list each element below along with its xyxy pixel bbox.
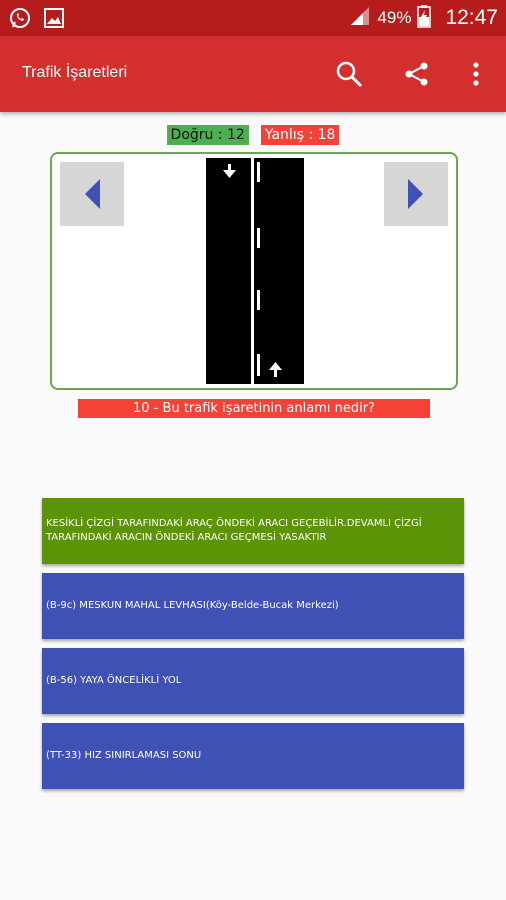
whatsapp-icon <box>8 6 32 34</box>
page-title: Trafik İşaretleri <box>22 64 128 81</box>
gallery-icon <box>42 6 66 34</box>
app-toolbar <box>0 36 506 112</box>
road-markings-icon <box>206 158 304 384</box>
clock: 12:47 <box>445 6 498 29</box>
correct-count: Doğru : 12 <box>167 125 249 145</box>
answer-text: (TT-33) HIZ SINIRLAMASI SONU <box>46 750 202 761</box>
question-text: 10 - Bu trafik işaretinin anlamı nedir? <box>78 399 430 418</box>
answer-text: (B-9c) MESKUN MAHAL LEVHASI(Köy-Belde-Bucak Merkezi) <box>46 600 339 611</box>
search-icon[interactable] <box>331 56 367 92</box>
signal-icon <box>349 5 371 31</box>
battery-percent: 49% <box>377 8 412 27</box>
status-bar <box>0 0 506 36</box>
answer-option-1[interactable] <box>42 498 464 564</box>
system-icons <box>349 0 498 36</box>
chevron-left-icon <box>82 177 102 211</box>
battery-charging-icon <box>417 4 431 32</box>
traffic-sign-image <box>206 158 304 384</box>
notification-icons <box>8 6 66 34</box>
chevron-right-icon <box>406 177 426 211</box>
answer-option-2[interactable] <box>42 573 464 639</box>
answer-option-4[interactable] <box>42 723 464 789</box>
next-button[interactable] <box>384 162 448 226</box>
more-vert-icon[interactable] <box>458 56 494 92</box>
answer-option-3[interactable] <box>42 648 464 714</box>
sign-frame <box>50 152 458 390</box>
answer-text: (B-56) YAYA ÖNCELİKLİ YOL <box>46 675 182 686</box>
previous-button[interactable] <box>60 162 124 226</box>
answer-text: KESİKLİ ÇİZGİ TARAFINDAKİ ARAÇ ÖNDEKİ ARACI GEÇEBİLİR.DEVAMLI ÇİZGİ TARAFINDAKİ ARACIN ÖNDEKİ ARACI GEÇMESİ YASAKTIR <box>46 518 422 543</box>
wrong-count: Yanlış : 18 <box>261 125 340 145</box>
share-icon[interactable] <box>399 56 435 92</box>
score-row <box>0 125 506 145</box>
